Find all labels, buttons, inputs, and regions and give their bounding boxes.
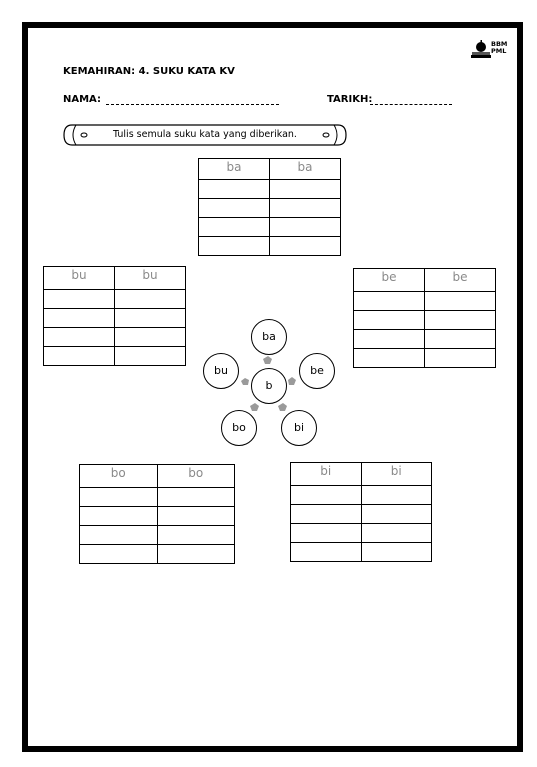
table-cell: ba — [270, 159, 341, 180]
table-cell[interactable] — [291, 486, 362, 505]
arrow-pentagon-icon — [263, 356, 272, 364]
instruction-text: Tulis semula suku kata yang diberikan. — [113, 129, 297, 140]
table-cell[interactable] — [199, 199, 270, 218]
table-cell: bi — [291, 463, 362, 486]
table-cell[interactable] — [354, 292, 425, 311]
table-cell[interactable] — [291, 543, 362, 562]
arrow-pentagon-icon — [241, 378, 249, 385]
logo-text: BBM PML — [491, 40, 508, 55]
table-be — [353, 268, 496, 368]
table-cell: be — [425, 269, 496, 292]
table-ba — [198, 158, 341, 256]
table-cell: bo — [80, 465, 158, 488]
table-cell: be — [354, 269, 425, 292]
table-cell[interactable] — [291, 505, 362, 524]
table-bu — [43, 266, 186, 366]
syllable-bi: bi — [281, 410, 317, 446]
table-cell: bi — [361, 463, 432, 486]
nama-field[interactable] — [106, 104, 279, 105]
table-cell[interactable] — [361, 524, 432, 543]
table-cell[interactable] — [291, 524, 362, 543]
table-cell[interactable] — [80, 545, 158, 564]
table-cell[interactable] — [270, 180, 341, 199]
table-cell[interactable] — [199, 237, 270, 256]
table-cell: ba — [199, 159, 270, 180]
syllable-bo: bo — [221, 410, 257, 446]
table-cell[interactable] — [115, 309, 186, 328]
table-cell[interactable] — [425, 311, 496, 330]
table-cell[interactable] — [270, 218, 341, 237]
table-cell[interactable] — [270, 199, 341, 218]
table-cell[interactable] — [354, 349, 425, 368]
table-cell[interactable] — [157, 488, 235, 507]
table-cell[interactable] — [44, 347, 115, 366]
center-letter: b — [251, 368, 287, 404]
table-cell[interactable] — [44, 309, 115, 328]
table-cell[interactable] — [361, 486, 432, 505]
syllable-be: be — [299, 353, 335, 389]
table-cell[interactable] — [425, 330, 496, 349]
table-cell[interactable] — [157, 526, 235, 545]
tarikh-label: TARIKH: — [327, 94, 373, 105]
table-bi — [290, 462, 432, 562]
arrow-pentagon-icon — [250, 403, 259, 411]
skill-title: KEMAHIRAN: 4. SUKU KATA KV — [63, 66, 235, 77]
table-cell[interactable] — [157, 507, 235, 526]
table-cell[interactable] — [80, 526, 158, 545]
table-cell[interactable] — [157, 545, 235, 564]
table-cell[interactable] — [80, 488, 158, 507]
table-cell[interactable] — [115, 290, 186, 309]
table-cell[interactable] — [80, 507, 158, 526]
arrow-pentagon-icon — [288, 377, 296, 385]
table-cell[interactable] — [354, 330, 425, 349]
table-cell[interactable] — [425, 292, 496, 311]
table-cell[interactable] — [361, 505, 432, 524]
syllable-bu: bu — [203, 353, 239, 389]
table-cell: bo — [157, 465, 235, 488]
table-cell[interactable] — [115, 347, 186, 366]
table-cell[interactable] — [44, 328, 115, 347]
table-cell[interactable] — [115, 328, 186, 347]
table-cell[interactable] — [354, 311, 425, 330]
table-cell[interactable] — [199, 180, 270, 199]
nama-label: NAMA: — [63, 94, 101, 105]
table-cell[interactable] — [361, 543, 432, 562]
table-cell[interactable] — [425, 349, 496, 368]
table-cell[interactable] — [199, 218, 270, 237]
arrow-pentagon-icon — [278, 403, 287, 411]
syllable-ba: ba — [251, 319, 287, 355]
tarikh-field[interactable] — [370, 104, 452, 105]
table-bo — [79, 464, 235, 564]
table-cell[interactable] — [270, 237, 341, 256]
table-cell: bu — [115, 267, 186, 290]
table-cell: bu — [44, 267, 115, 290]
table-cell[interactable] — [44, 290, 115, 309]
